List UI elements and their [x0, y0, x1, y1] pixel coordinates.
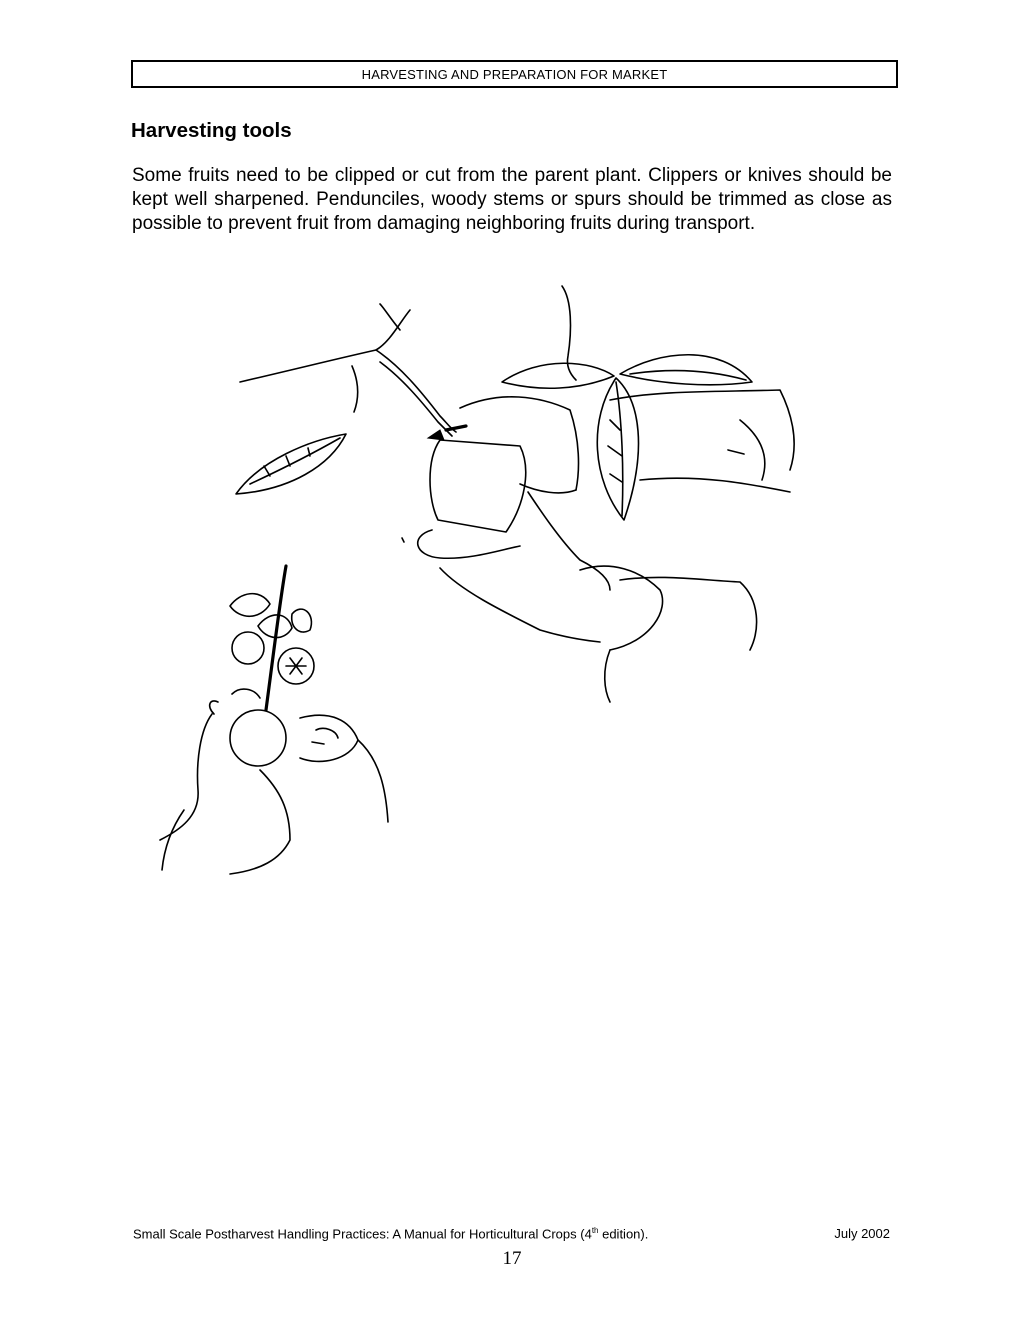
section-title: Harvesting tools — [131, 119, 292, 142]
footer-citation-text: Small Scale Postharvest Handling Practices: A Manual for Horticultural Crops (4 — [133, 1226, 592, 1242]
running-header — [131, 60, 898, 88]
footer-date: July 2002 — [834, 1226, 890, 1241]
harvesting-illustration-drawing — [140, 270, 820, 880]
footer-citation-superscript: th — [591, 1226, 599, 1235]
page-number: 17 — [502, 1248, 522, 1269]
footer-citation-end: edition). — [598, 1226, 649, 1242]
harvesting-illustration — [140, 270, 820, 880]
footer-citation — [133, 1226, 648, 1241]
hand-picking-scene — [160, 566, 388, 874]
clipping-scene — [236, 286, 794, 702]
body-paragraph: Some fruits need to be clipped or cut from the parent plant. Clippers or knives should be kept well sharpened. Pendunciles, woody stems or spurs should be trimmed as close as possible to prevent fruit from damaging neighboring fruits during transport. — [132, 165, 892, 234]
running-header-title: HARVESTING AND PREPARATION FOR MARKET — [361, 66, 668, 82]
footer — [133, 1226, 890, 1241]
